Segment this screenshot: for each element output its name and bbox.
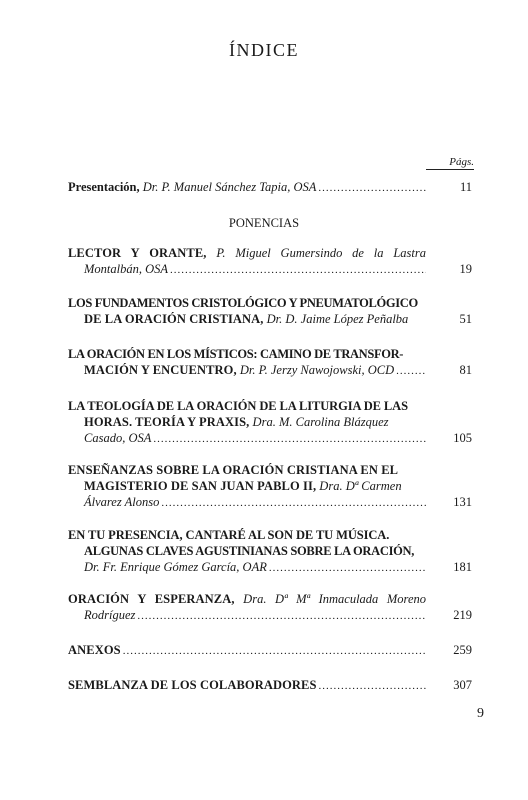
entry-page-number: 19 <box>459 262 472 276</box>
dot-leader <box>319 678 426 694</box>
entry-author-cont: Álvarez Alonso <box>84 495 160 509</box>
entry-title-cont: DE LA ORACIÓN CRISTIANA, <box>84 312 264 326</box>
entry-page-number: 11 <box>459 180 472 194</box>
dot-leader <box>137 608 426 624</box>
toc-entry-teologia <box>68 398 472 446</box>
toc-entry-anexos <box>68 642 472 658</box>
entry-page-number: 219 <box>453 608 472 622</box>
section-heading: PONENCIAS <box>228 216 300 230</box>
toc-entry-semblanza <box>68 677 472 693</box>
entry-title-cont: MACIÓN Y ENCUENTRO, <box>84 363 237 377</box>
entry-author-cont: Rodríguez <box>84 608 136 622</box>
entry-page-number: 181 <box>453 560 472 574</box>
entry-author-cont: Montalbán, OSA <box>84 262 169 276</box>
entry-title: ORACIÓN Y ESPERANZA, <box>68 592 235 606</box>
toc-entry-fundamentos <box>68 295 472 327</box>
entry-page-number: 307 <box>453 678 472 692</box>
entry-title-cont: MAGISTERIO DE SAN JUAN PABLO II, <box>84 479 317 493</box>
entry-author: Dra. Dª Carmen <box>319 479 402 493</box>
page-number: 9 <box>477 706 484 721</box>
dot-leader <box>269 560 426 576</box>
entry-author: Dr. P. Manuel Sánchez Tapia, OSA <box>142 180 317 194</box>
entry-title: LA ORACIÓN EN LOS MÍSTICOS: CAMINO DE TRANSFOR- <box>68 347 404 361</box>
toc-entry-presentacion <box>68 179 472 195</box>
dot-leader <box>318 180 426 196</box>
toc-entry-misticos <box>68 346 472 378</box>
entry-author: Dr. P. Jerzy Nawojowski, OCD <box>239 363 395 377</box>
toc-entry-esperanza <box>68 591 472 623</box>
entry-title: ANEXOS <box>68 643 121 657</box>
dot-leader <box>123 643 426 659</box>
entry-title: SEMBLANZA DE LOS COLABORADORES <box>68 678 317 692</box>
toc-entry-lector <box>68 245 472 277</box>
entry-title-cont: ALGUNAS CLAVES AGUSTINIANAS SOBRE LA ORACIÓN, <box>84 544 415 558</box>
entry-title: Presentación, <box>68 180 140 194</box>
dot-leader <box>396 363 426 379</box>
entry-author: Dr. D. Jaime López Peñalba <box>266 312 409 326</box>
entry-page-number: 105 <box>453 431 472 445</box>
entry-page-number: 131 <box>453 495 472 509</box>
dot-leader <box>170 262 426 278</box>
entry-author: Dra. Dª Mª Inmaculada Moreno <box>243 592 426 606</box>
toc-entry-presencia <box>68 527 472 575</box>
pages-column-label: Págs. <box>426 156 474 170</box>
entry-page-number: 51 <box>459 312 472 326</box>
entry-author: P. Miguel Gumersindo de la Lastra <box>216 246 426 260</box>
entry-page-number: 81 <box>459 363 472 377</box>
entry-title: LA TEOLOGÍA DE LA ORACIÓN DE LA LITURGIA DE LAS <box>68 399 408 413</box>
entry-title: ENSEÑANZAS SOBRE LA ORACIÓN CRISTIANA EN EL <box>68 463 399 477</box>
page-title: ÍNDICE <box>229 40 299 60</box>
entry-author: Dr. Fr. Enrique Gómez García, OAR <box>84 560 267 574</box>
entry-title: LOS FUNDAMENTOS CRISTOLÓGICO Y PNEUMATOLÓGICO <box>68 296 418 310</box>
entry-author-cont: Casado, OSA <box>84 431 152 445</box>
entry-title-cont: HORAS. TEORÍA Y PRAXIS, <box>84 415 250 429</box>
dot-leader <box>153 431 426 447</box>
entry-title: EN TU PRESENCIA, CANTARÉ AL SON DE TU MÚSICA. <box>68 528 390 542</box>
toc-entry-ensenanzas <box>68 462 472 510</box>
entry-author: Dra. M. Carolina Blázquez <box>252 415 389 429</box>
entry-title: LECTOR Y ORANTE, <box>68 246 207 260</box>
entry-page-number: 259 <box>453 643 472 657</box>
dot-leader <box>161 495 426 511</box>
